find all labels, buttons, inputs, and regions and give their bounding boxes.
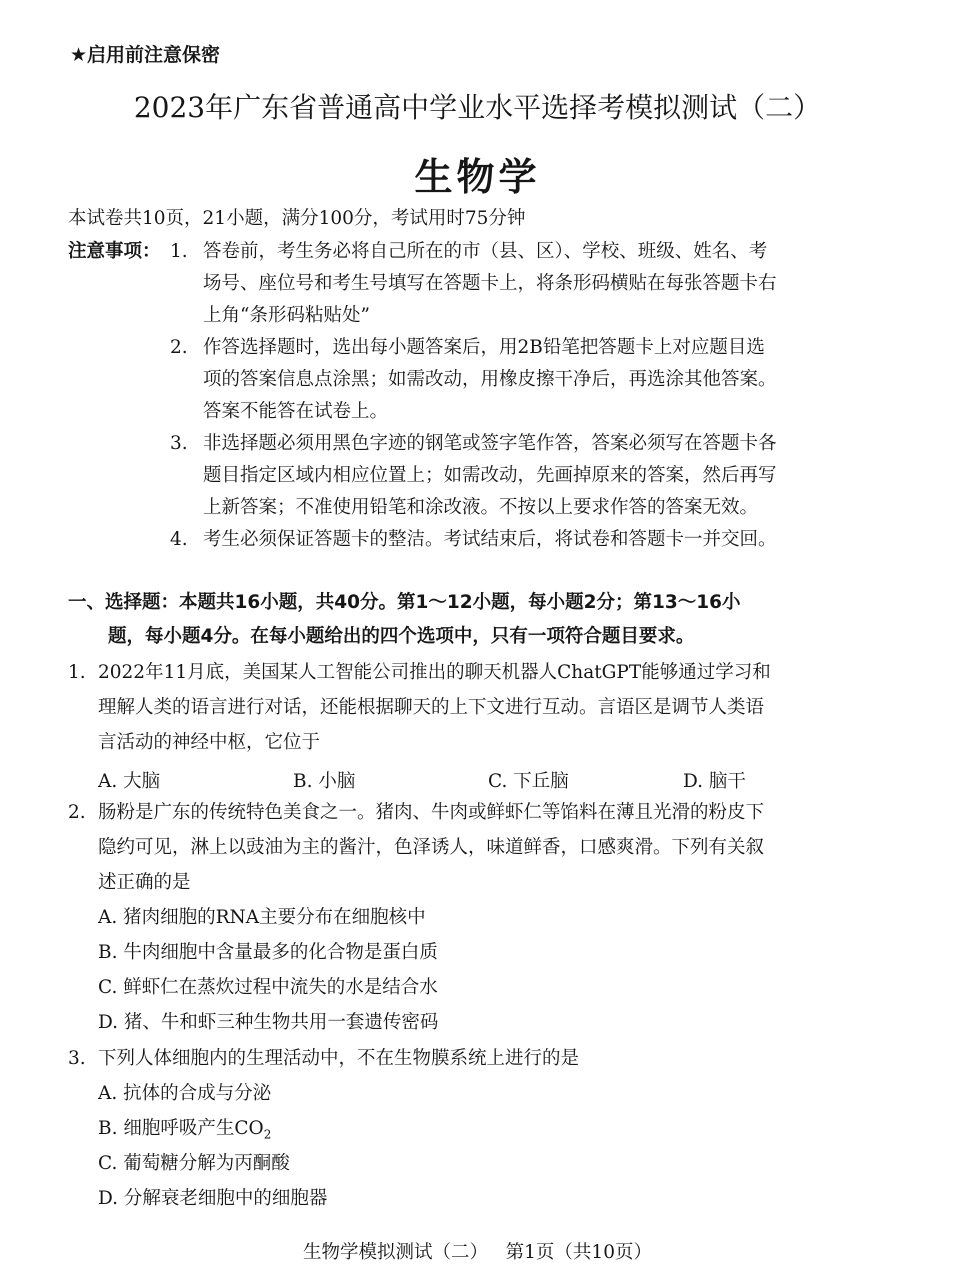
option-c: C. 下丘脑 [488,771,569,792]
note-line: 答案不能答在试卷上。 [203,401,389,422]
option-c: C. 葡萄糖分解为丙酮酸 [98,1153,290,1174]
question-stem: 2022年11月底，美国某人工智能公司推出的聊天机器人ChatGPT能够通过学习和 [98,662,771,683]
note-number: 3. [170,433,188,454]
note-number: 1. [170,241,188,262]
option-a: A. 猪肉细胞的RNA主要分布在细胞核中 [98,907,426,928]
option-b-text: B. 细胞呼吸产生 [98,1118,235,1139]
option-b: B. 牛肉细胞中含量最多的化合物是蛋白质 [98,942,438,963]
option-row [98,767,858,791]
note-line: 项的答案信息点涂黑；如需改动，用橡皮擦干净后，再选涂其他答案。 [203,369,777,390]
section-heading: 一、选择题：本题共16小题，共40分。第1～12小题，每小题2分；第13～16小 [68,592,741,613]
note-line: 考生必须保证答题卡的整洁。考试结束后，将试卷和答题卡一并交回。 [203,529,777,550]
option-b: B. 小脑 [293,771,356,792]
option-d: D. 分解衰老细胞中的细胞器 [98,1188,328,1209]
note-line: 非选择题必须用黑色字迹的钢笔或签字笔作答，答案必须写在答题卡各 [203,433,777,454]
exam-info: 本试卷共10页，21小题，满分100分，考试用时75分钟 [68,208,526,229]
note-line: 上角“条形码粘贴处” [203,305,370,326]
option-c: C. 鲜虾仁在蒸炊过程中流失的水是结合水 [98,977,438,998]
question-stem: 理解人类的语言进行对话，还能根据聊天的上下文进行互动。言语区是调节人类语 [98,697,765,718]
note-line: 答卷前，考生务必将自己所在的市（县、区）、学校、班级、姓名、考 [203,241,768,262]
option-a: A. 抗体的合成与分泌 [98,1083,272,1104]
option-b [98,1118,271,1146]
co2-formula: CO [234,1118,264,1139]
section-heading-continued: 题，每小题4分。在每小题给出的四个选项中，只有一项符合题目要求。 [108,626,695,647]
note-number: 2. [170,337,188,358]
question-number: 2. [68,802,86,823]
option-d: D. 猪、牛和虾三种生物共用一套遗传密码 [98,1012,439,1033]
note-line: 上新答案；不准使用铅笔和涂改液。不按以上要求作答的答案无效。 [203,497,759,518]
option-d: D. 脑干 [683,771,746,792]
question-stem: 下列人体细胞内的生理活动中，不在生物膜系统上进行的是 [98,1048,580,1069]
question-stem: 述正确的是 [98,872,191,893]
note-line: 作答选择题时，选出每小题答案后，用2B铅笔把答题卡上对应题目选 [203,337,765,358]
note-number: 4. [170,529,188,550]
notes-label: 注意事项： [68,241,161,262]
note-line: 场号、座位号和考生号填写在答题卡上，将条形码横贴在每张答题卡右 [203,273,777,294]
option-a: A. 大脑 [98,771,161,792]
confidential-notice: ★启用前注意保密 [70,44,221,66]
question-stem: 言活动的神经中枢，它位于 [98,732,321,753]
page-footer: 生物学模拟测试（二） 第1页（共10页） [303,1242,652,1263]
subject-title: 生物学 [414,155,541,199]
note-line: 题目指定区域内相应位置上；如需改动，先画掉原来的答案，然后再写 [203,465,777,486]
question-number: 1. [68,662,86,683]
exam-title: 2023年广东省普通高中学业水平选择考模拟测试（二） [133,91,822,124]
co2-subscript: 2 [263,1127,272,1142]
question-number: 3. [68,1048,86,1069]
question-stem: 隐约可见，淋上以豉油为主的酱汁，色泽诱人，味道鲜香，口感爽滑。下列有关叙 [98,837,765,858]
question-stem: 肠粉是广东的传统特色美食之一。猪肉、牛肉或鲜虾仁等馅料在薄且光滑的粉皮下 [98,802,765,823]
